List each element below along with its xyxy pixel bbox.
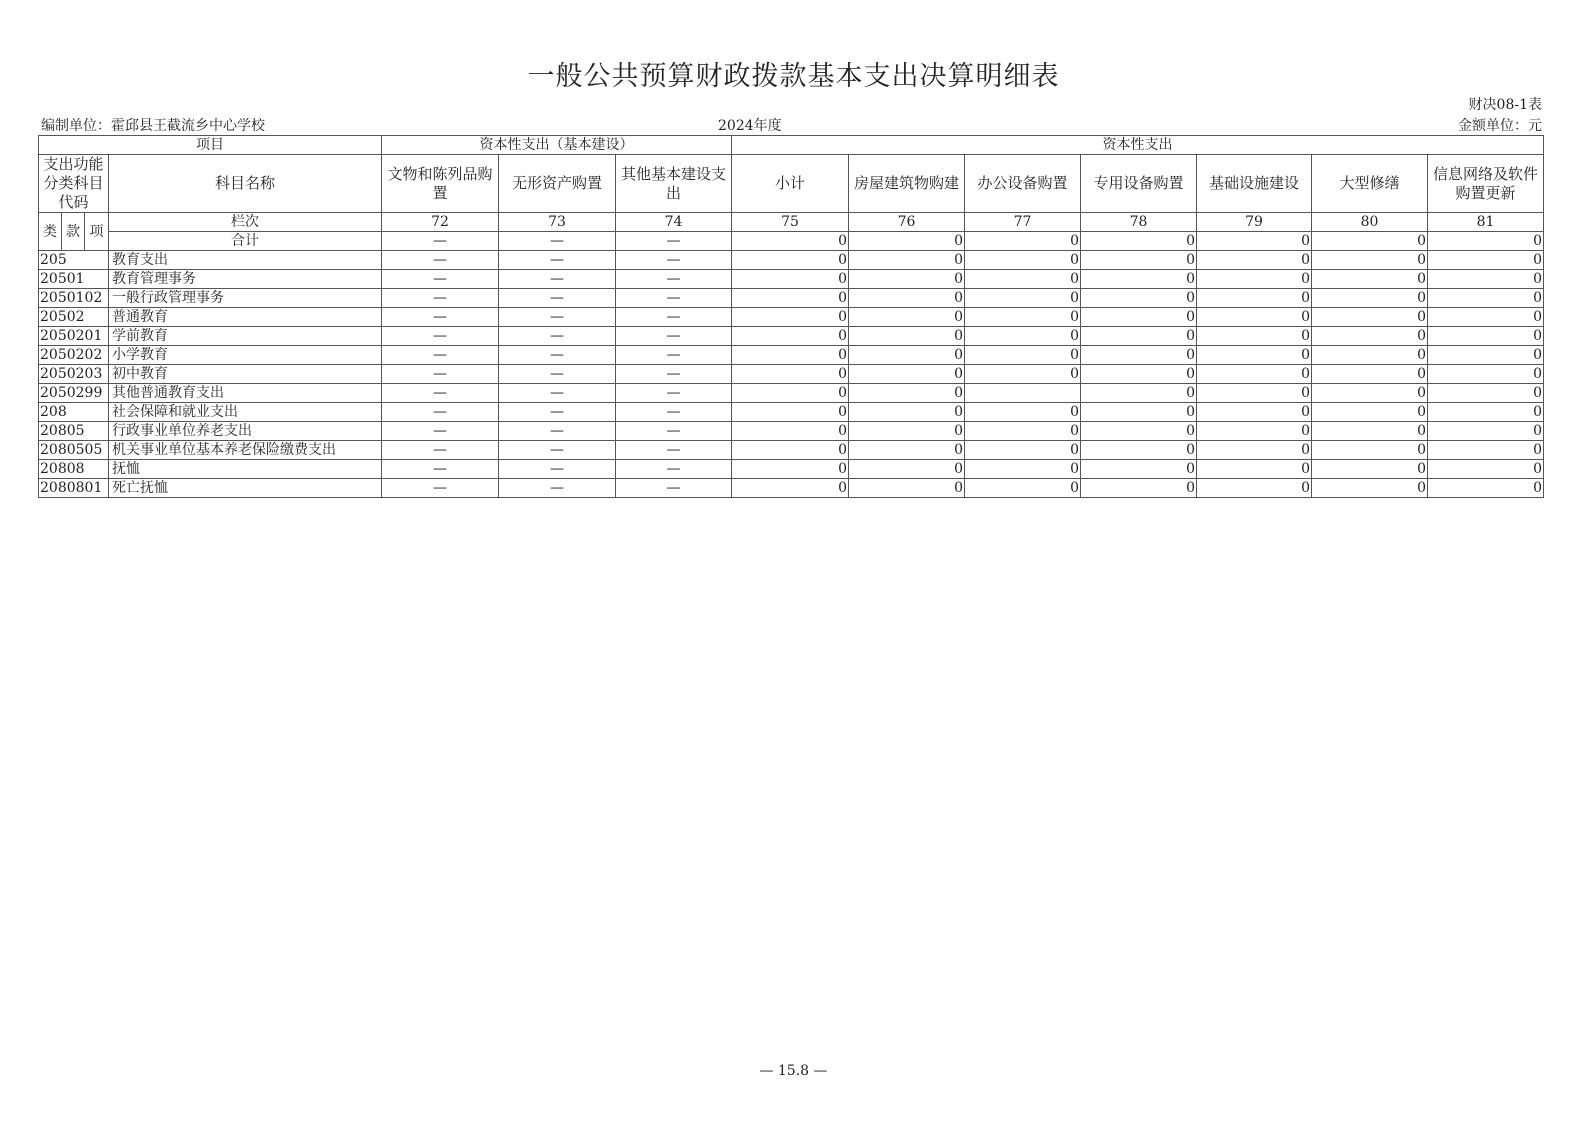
table-row xyxy=(39,422,1544,441)
total-row xyxy=(39,232,1544,251)
amount-cell: 0 xyxy=(965,251,1081,270)
amount-cell: 0 xyxy=(1197,384,1312,403)
amount-cell: 0 xyxy=(849,403,965,422)
subject-code: 2050299 xyxy=(39,384,109,403)
amount-cell: 0 xyxy=(1197,403,1312,422)
amount-cell: 0 xyxy=(1428,327,1544,346)
amount-cell: 0 xyxy=(965,308,1081,327)
amount-cell: 0 xyxy=(1081,384,1197,403)
subject-name: 初中教育 xyxy=(109,365,382,384)
subject-code: 2080801 xyxy=(39,479,109,498)
amount-cell: 0 xyxy=(1197,308,1312,327)
amount-cell: — xyxy=(616,422,732,441)
amount-cell: 0 xyxy=(1081,308,1197,327)
amount-cell: 0 xyxy=(849,270,965,289)
table-row xyxy=(39,251,1544,270)
amount-cell: — xyxy=(616,327,732,346)
amount-cell: — xyxy=(616,384,732,403)
total-cell: 0 xyxy=(1312,232,1428,251)
amount-cell: 0 xyxy=(1081,346,1197,365)
amount-cell: 0 xyxy=(732,422,849,441)
column-number: 72 xyxy=(382,213,499,232)
amount-cell: — xyxy=(616,308,732,327)
amount-cell: 0 xyxy=(1428,308,1544,327)
column-number: 81 xyxy=(1428,213,1544,232)
subject-code: 20501 xyxy=(39,270,109,289)
amount-cell: 0 xyxy=(732,384,849,403)
amount-cell: — xyxy=(499,251,616,270)
column-header: 其他基本建设支出 xyxy=(616,155,732,213)
total-label: 合计 xyxy=(109,232,382,251)
amount-cell: — xyxy=(382,327,499,346)
amount-cell: — xyxy=(499,308,616,327)
amount-cell: 0 xyxy=(1197,327,1312,346)
amount-cell: 0 xyxy=(965,460,1081,479)
amount-cell: 0 xyxy=(732,441,849,460)
amount-cell xyxy=(965,384,1081,403)
amount-cell: 0 xyxy=(849,327,965,346)
subject-code: 208 xyxy=(39,403,109,422)
amount-cell: 0 xyxy=(849,346,965,365)
reporting-unit: 编制单位：霍邱县王截流乡中心学校 xyxy=(41,118,265,134)
page-number: — 15.8 — xyxy=(759,1063,828,1079)
amount-cell: 0 xyxy=(965,422,1081,441)
amount-cell: 0 xyxy=(1197,270,1312,289)
amount-cell: — xyxy=(382,365,499,384)
column-header: 文物和陈列品购置 xyxy=(382,155,499,213)
project-header: 项目 xyxy=(39,136,382,155)
table-row xyxy=(39,346,1544,365)
amount-cell: 0 xyxy=(1428,270,1544,289)
table-row xyxy=(39,270,1544,289)
amount-cell: 0 xyxy=(849,289,965,308)
amount-cell: — xyxy=(499,327,616,346)
amount-cell: 0 xyxy=(1197,346,1312,365)
lanci-label: 栏次 xyxy=(109,213,382,232)
total-cell: 0 xyxy=(965,232,1081,251)
amount-cell: — xyxy=(382,308,499,327)
subject-name: 教育管理事务 xyxy=(109,270,382,289)
subject-name: 机关事业单位基本养老保险缴费支出 xyxy=(109,441,382,460)
amount-cell: 0 xyxy=(1081,460,1197,479)
amount-cell: 0 xyxy=(965,365,1081,384)
subject-code: 20808 xyxy=(39,460,109,479)
amount-cell: 0 xyxy=(1428,479,1544,498)
amount-cell: 0 xyxy=(1428,384,1544,403)
amount-cell: 0 xyxy=(1428,365,1544,384)
amount-cell: 0 xyxy=(965,289,1081,308)
amount-cell: 0 xyxy=(849,308,965,327)
column-number: 76 xyxy=(849,213,965,232)
amount-cell: 0 xyxy=(1312,270,1428,289)
column-header: 大型修缮 xyxy=(1312,155,1428,213)
amount-cell: — xyxy=(499,460,616,479)
amount-cell: 0 xyxy=(1312,460,1428,479)
amount-cell: 0 xyxy=(1428,422,1544,441)
column-number: 73 xyxy=(499,213,616,232)
table-row xyxy=(39,289,1544,308)
total-cell: 0 xyxy=(1081,232,1197,251)
capital-expenditure-header: 资本性支出 xyxy=(732,136,1544,155)
amount-cell: 0 xyxy=(1081,327,1197,346)
total-cell: — xyxy=(616,232,732,251)
column-number: 78 xyxy=(1081,213,1197,232)
subject-name: 其他普通教育支出 xyxy=(109,384,382,403)
amount-cell: 0 xyxy=(1428,441,1544,460)
table-row xyxy=(39,441,1544,460)
amount-cell: — xyxy=(499,441,616,460)
amount-cell: 0 xyxy=(1081,365,1197,384)
amount-cell: — xyxy=(499,270,616,289)
amount-cell: 0 xyxy=(1428,403,1544,422)
page-title: 一般公共预算财政拨款基本支出决算明细表 xyxy=(527,61,1060,92)
table-row xyxy=(39,403,1544,422)
amount-cell: — xyxy=(616,460,732,479)
amount-cell: 0 xyxy=(1312,308,1428,327)
column-header: 专用设备购置 xyxy=(1081,155,1197,213)
xiang-label: 项 xyxy=(85,213,109,251)
column-number: 77 xyxy=(965,213,1081,232)
column-number: 80 xyxy=(1312,213,1428,232)
amount-cell: 0 xyxy=(1197,422,1312,441)
kuan-label: 款 xyxy=(62,213,85,251)
amount-cell: 0 xyxy=(849,460,965,479)
amount-cell: 0 xyxy=(1197,251,1312,270)
subject-code: 20502 xyxy=(39,308,109,327)
subject-code: 2050102 xyxy=(39,289,109,308)
amount-cell: 0 xyxy=(732,327,849,346)
amount-cell: 0 xyxy=(1081,289,1197,308)
amount-cell: 0 xyxy=(849,365,965,384)
amount-cell: 0 xyxy=(1197,479,1312,498)
total-cell: — xyxy=(499,232,616,251)
lei-label: 类 xyxy=(39,213,62,251)
amount-cell: — xyxy=(616,403,732,422)
subject-name: 死亡抚恤 xyxy=(109,479,382,498)
subject-name: 抚恤 xyxy=(109,460,382,479)
code-header: 支出功能分类科目代码 xyxy=(39,155,109,213)
amount-cell: 0 xyxy=(1197,289,1312,308)
amount-cell: 0 xyxy=(1428,289,1544,308)
column-header: 信息网络及软件购置更新 xyxy=(1428,155,1544,213)
amount-cell: 0 xyxy=(1197,460,1312,479)
column-number: 74 xyxy=(616,213,732,232)
subject-code: 2080505 xyxy=(39,441,109,460)
amount-cell: — xyxy=(616,365,732,384)
column-header: 办公设备购置 xyxy=(965,155,1081,213)
amount-cell: 0 xyxy=(965,346,1081,365)
amount-cell: 0 xyxy=(1312,289,1428,308)
amount-cell: 0 xyxy=(1312,403,1428,422)
amount-cell: 0 xyxy=(732,479,849,498)
column-header: 房屋建筑物购建 xyxy=(849,155,965,213)
amount-cell: 0 xyxy=(1081,441,1197,460)
amount-cell: 0 xyxy=(1428,460,1544,479)
column-number-row xyxy=(39,213,1544,232)
amount-cell: 0 xyxy=(849,422,965,441)
subject-name: 学前教育 xyxy=(109,327,382,346)
amount-cell: 0 xyxy=(849,441,965,460)
amount-cell: — xyxy=(616,346,732,365)
column-header: 无形资产购置 xyxy=(499,155,616,213)
name-header: 科目名称 xyxy=(109,155,382,213)
amount-cell: — xyxy=(382,479,499,498)
amount-cell: — xyxy=(382,460,499,479)
amount-cell: 0 xyxy=(1312,346,1428,365)
amount-cell: 0 xyxy=(965,270,1081,289)
amount-cell: 0 xyxy=(1081,403,1197,422)
amount-cell: 0 xyxy=(1312,384,1428,403)
amount-cell: 0 xyxy=(1312,479,1428,498)
amount-cell: 0 xyxy=(732,270,849,289)
amount-cell: 0 xyxy=(1197,441,1312,460)
amount-cell: 0 xyxy=(849,251,965,270)
amount-cell: 0 xyxy=(1081,422,1197,441)
capital-construction-header: 资本性支出（基本建设） xyxy=(382,136,732,155)
amount-cell: 0 xyxy=(1428,346,1544,365)
column-header: 小计 xyxy=(732,155,849,213)
subject-code: 205 xyxy=(39,251,109,270)
amount-cell: — xyxy=(382,251,499,270)
subject-code: 2050203 xyxy=(39,365,109,384)
amount-cell: 0 xyxy=(1197,365,1312,384)
subject-name: 社会保障和就业支出 xyxy=(109,403,382,422)
amount-cell: — xyxy=(499,384,616,403)
amount-cell: 0 xyxy=(732,308,849,327)
expenditure-table xyxy=(38,135,1544,498)
amount-cell: 0 xyxy=(732,289,849,308)
amount-cell: 0 xyxy=(1428,251,1544,270)
amount-cell: — xyxy=(499,365,616,384)
amount-cell: — xyxy=(382,346,499,365)
amount-cell: 0 xyxy=(965,327,1081,346)
amount-cell: 0 xyxy=(1081,270,1197,289)
table-row xyxy=(39,479,1544,498)
table-row xyxy=(39,384,1544,403)
amount-cell: — xyxy=(499,289,616,308)
column-number: 79 xyxy=(1197,213,1312,232)
amount-cell: — xyxy=(499,422,616,441)
total-cell: 0 xyxy=(1428,232,1544,251)
amount-cell: — xyxy=(616,270,732,289)
amount-cell: — xyxy=(382,441,499,460)
amount-cell: — xyxy=(499,346,616,365)
subject-name: 普通教育 xyxy=(109,308,382,327)
column-header: 基础设施建设 xyxy=(1197,155,1312,213)
amount-cell: 0 xyxy=(732,251,849,270)
amount-cell: 0 xyxy=(1081,479,1197,498)
amount-cell: — xyxy=(499,403,616,422)
amount-cell: 0 xyxy=(1312,251,1428,270)
form-number: 财决08-1表 xyxy=(1468,97,1542,113)
amount-cell: — xyxy=(382,403,499,422)
header-row-columns xyxy=(39,155,1544,213)
amount-cell: — xyxy=(382,289,499,308)
column-number: 75 xyxy=(732,213,849,232)
amount-cell: 0 xyxy=(965,403,1081,422)
total-cell: — xyxy=(382,232,499,251)
total-cell: 0 xyxy=(1197,232,1312,251)
amount-cell: — xyxy=(616,289,732,308)
table-row xyxy=(39,308,1544,327)
table-row xyxy=(39,365,1544,384)
amount-cell: 0 xyxy=(732,460,849,479)
table-row xyxy=(39,460,1544,479)
amount-cell: 0 xyxy=(1312,422,1428,441)
subject-name: 行政事业单位养老支出 xyxy=(109,422,382,441)
header-row-groups xyxy=(39,136,1544,155)
table-row xyxy=(39,327,1544,346)
amount-cell: — xyxy=(382,270,499,289)
subject-name: 一般行政管理事务 xyxy=(109,289,382,308)
subject-code: 2050202 xyxy=(39,346,109,365)
amount-cell: 0 xyxy=(732,403,849,422)
subject-name: 小学教育 xyxy=(109,346,382,365)
currency-unit: 金额单位：元 xyxy=(1458,118,1542,134)
total-cell: 0 xyxy=(732,232,849,251)
total-cell: 0 xyxy=(849,232,965,251)
amount-cell: 0 xyxy=(849,384,965,403)
amount-cell: — xyxy=(382,422,499,441)
subject-code: 2050201 xyxy=(39,327,109,346)
subject-code: 20805 xyxy=(39,422,109,441)
amount-cell: 0 xyxy=(1312,441,1428,460)
amount-cell: 0 xyxy=(965,479,1081,498)
subject-name: 教育支出 xyxy=(109,251,382,270)
fiscal-year: 2024年度 xyxy=(718,118,782,134)
amount-cell: — xyxy=(499,479,616,498)
amount-cell: 0 xyxy=(1312,365,1428,384)
amount-cell: — xyxy=(616,479,732,498)
amount-cell: — xyxy=(616,441,732,460)
amount-cell: 0 xyxy=(965,441,1081,460)
amount-cell: 0 xyxy=(732,346,849,365)
amount-cell: — xyxy=(382,384,499,403)
amount-cell: 0 xyxy=(732,365,849,384)
amount-cell: 0 xyxy=(849,479,965,498)
amount-cell: 0 xyxy=(1081,251,1197,270)
amount-cell: 0 xyxy=(1312,327,1428,346)
amount-cell: — xyxy=(616,251,732,270)
